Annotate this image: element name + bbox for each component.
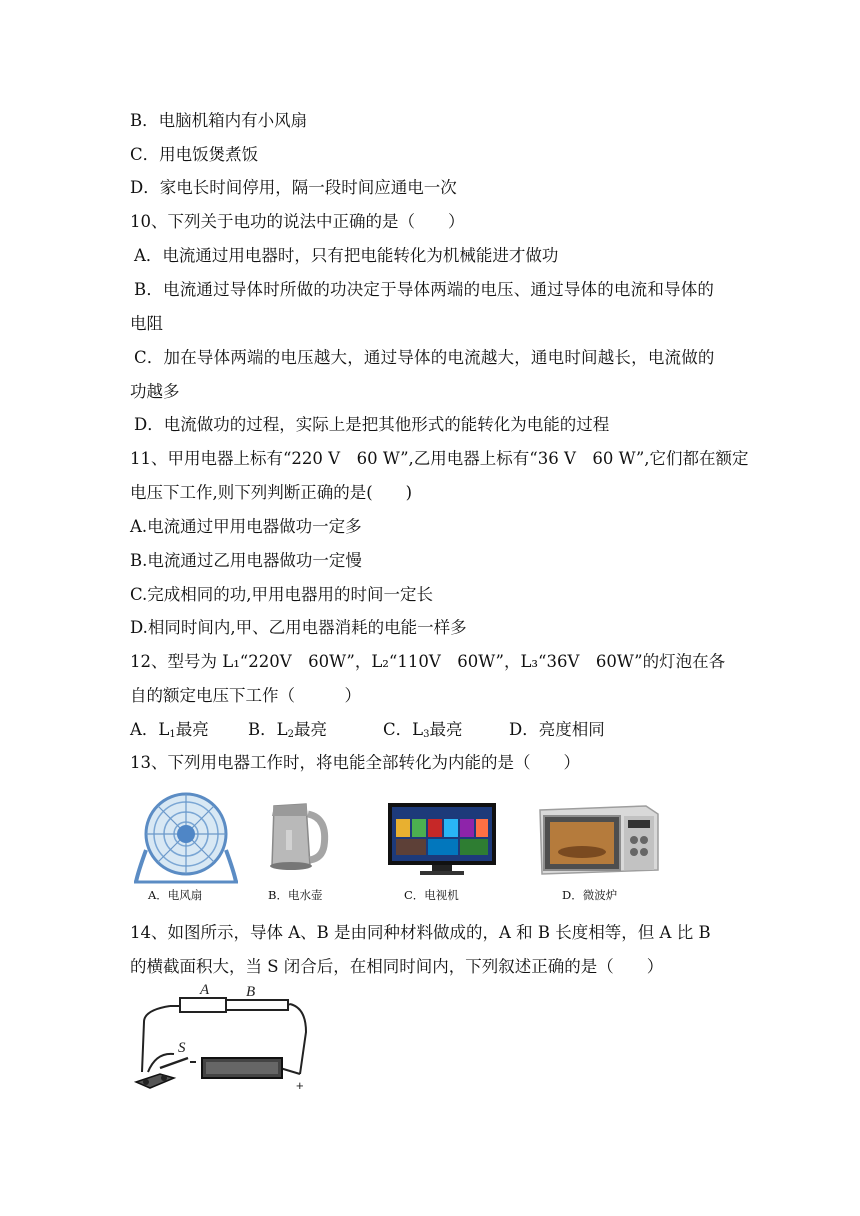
q11-option-d: D.相同时间内,甲、乙用电器消耗的电能一样多 [130, 618, 467, 637]
q10-option-d: D．电流做功的过程，实际上是把其他形式的能转化为电能的过程 [134, 415, 610, 434]
q11-option-b: B.电流通过乙用电器做功一定慢 [130, 551, 362, 570]
electric-kettle-image [266, 800, 332, 872]
q10-option-b-line1: B．电流通过导体时所做的功决定于导体两端的电压、通过导体的电流和导体的 [134, 280, 715, 299]
q12-stem-line1: 12、型号为 L₁“220V 60W”，L₂“110V 60W”，L₃“36V 60W”的灯泡在各 [130, 652, 726, 671]
q12-stem-line2: 自的额定电压下工作（ ） [130, 686, 361, 705]
circuit-diagram [130, 982, 312, 1092]
q11-stem-line1: 11、甲用电器上标有“220 V 60 W”,乙用电器上标有“36 V 60 W”,它们都在额定 [130, 449, 749, 468]
q14-stem-line1: 14、如图所示，导体 A、B 是由同种材料做成的，A 和 B 长度相等，但 A 比 B [130, 923, 711, 942]
q11-stem-line2: 电压下工作,则下列判断正确的是( ) [130, 483, 413, 502]
q10-stem: 10、下列关于电功的说法中正确的是（ ） [130, 212, 465, 231]
q12-option-d: D．亮度相同 [509, 720, 605, 739]
caption-microwave: D．微波炉 [562, 888, 618, 902]
q12-option-a: A．$L_1$最亮 [130, 720, 209, 740]
q12-option-c: C．$L_3$最亮 [383, 720, 463, 740]
q11-option-a: A.电流通过甲用电器做功一定多 [130, 517, 362, 536]
television-image [386, 801, 498, 879]
q10-option-a: A．电流通过用电器时，只有把电能转化为机械能进才做功 [134, 246, 559, 265]
q12-options [130, 719, 605, 746]
electric-fan-image [132, 792, 240, 884]
caption-electric-kettle: B．电水壶 [268, 888, 323, 902]
caption-electric-fan: A．电风扇 [148, 888, 203, 902]
q9-option-c: C．用电饭煲煮饭 [130, 145, 259, 164]
q10-option-b-line2: 电阻 [130, 314, 163, 333]
label-resistor-a: A [200, 982, 210, 998]
label-positive-terminal: + [296, 1078, 304, 1092]
q13-stem: 13、下列用电器工作时，将电能全部转化为内能的是（ ） [130, 753, 580, 772]
q12-option-b: B．$L_2$最亮 [248, 720, 327, 740]
q14-stem-line2: 的横截面积大，当 S 闭合后，在相同时间内，下列叙述正确的是（ ） [130, 957, 664, 976]
q9-option-d: D．家电长时间停用，隔一段时间应通电一次 [130, 178, 457, 197]
q10-option-c-line1: C．加在导体两端的电压越大，通过导体的电流越大，通电时间越长，电流做的 [134, 348, 715, 367]
label-resistor-b: B [246, 984, 256, 1000]
caption-television: C．电视机 [404, 888, 459, 902]
q10-option-c-line2: 功越多 [130, 382, 180, 401]
label-switch-s: S [178, 1040, 186, 1056]
microwave-image [536, 800, 662, 880]
q9-option-b: B．电脑机箱内有小风扇 [130, 111, 308, 130]
q11-option-c: C.完成相同的功,甲用电器用的时间一定长 [130, 585, 434, 604]
